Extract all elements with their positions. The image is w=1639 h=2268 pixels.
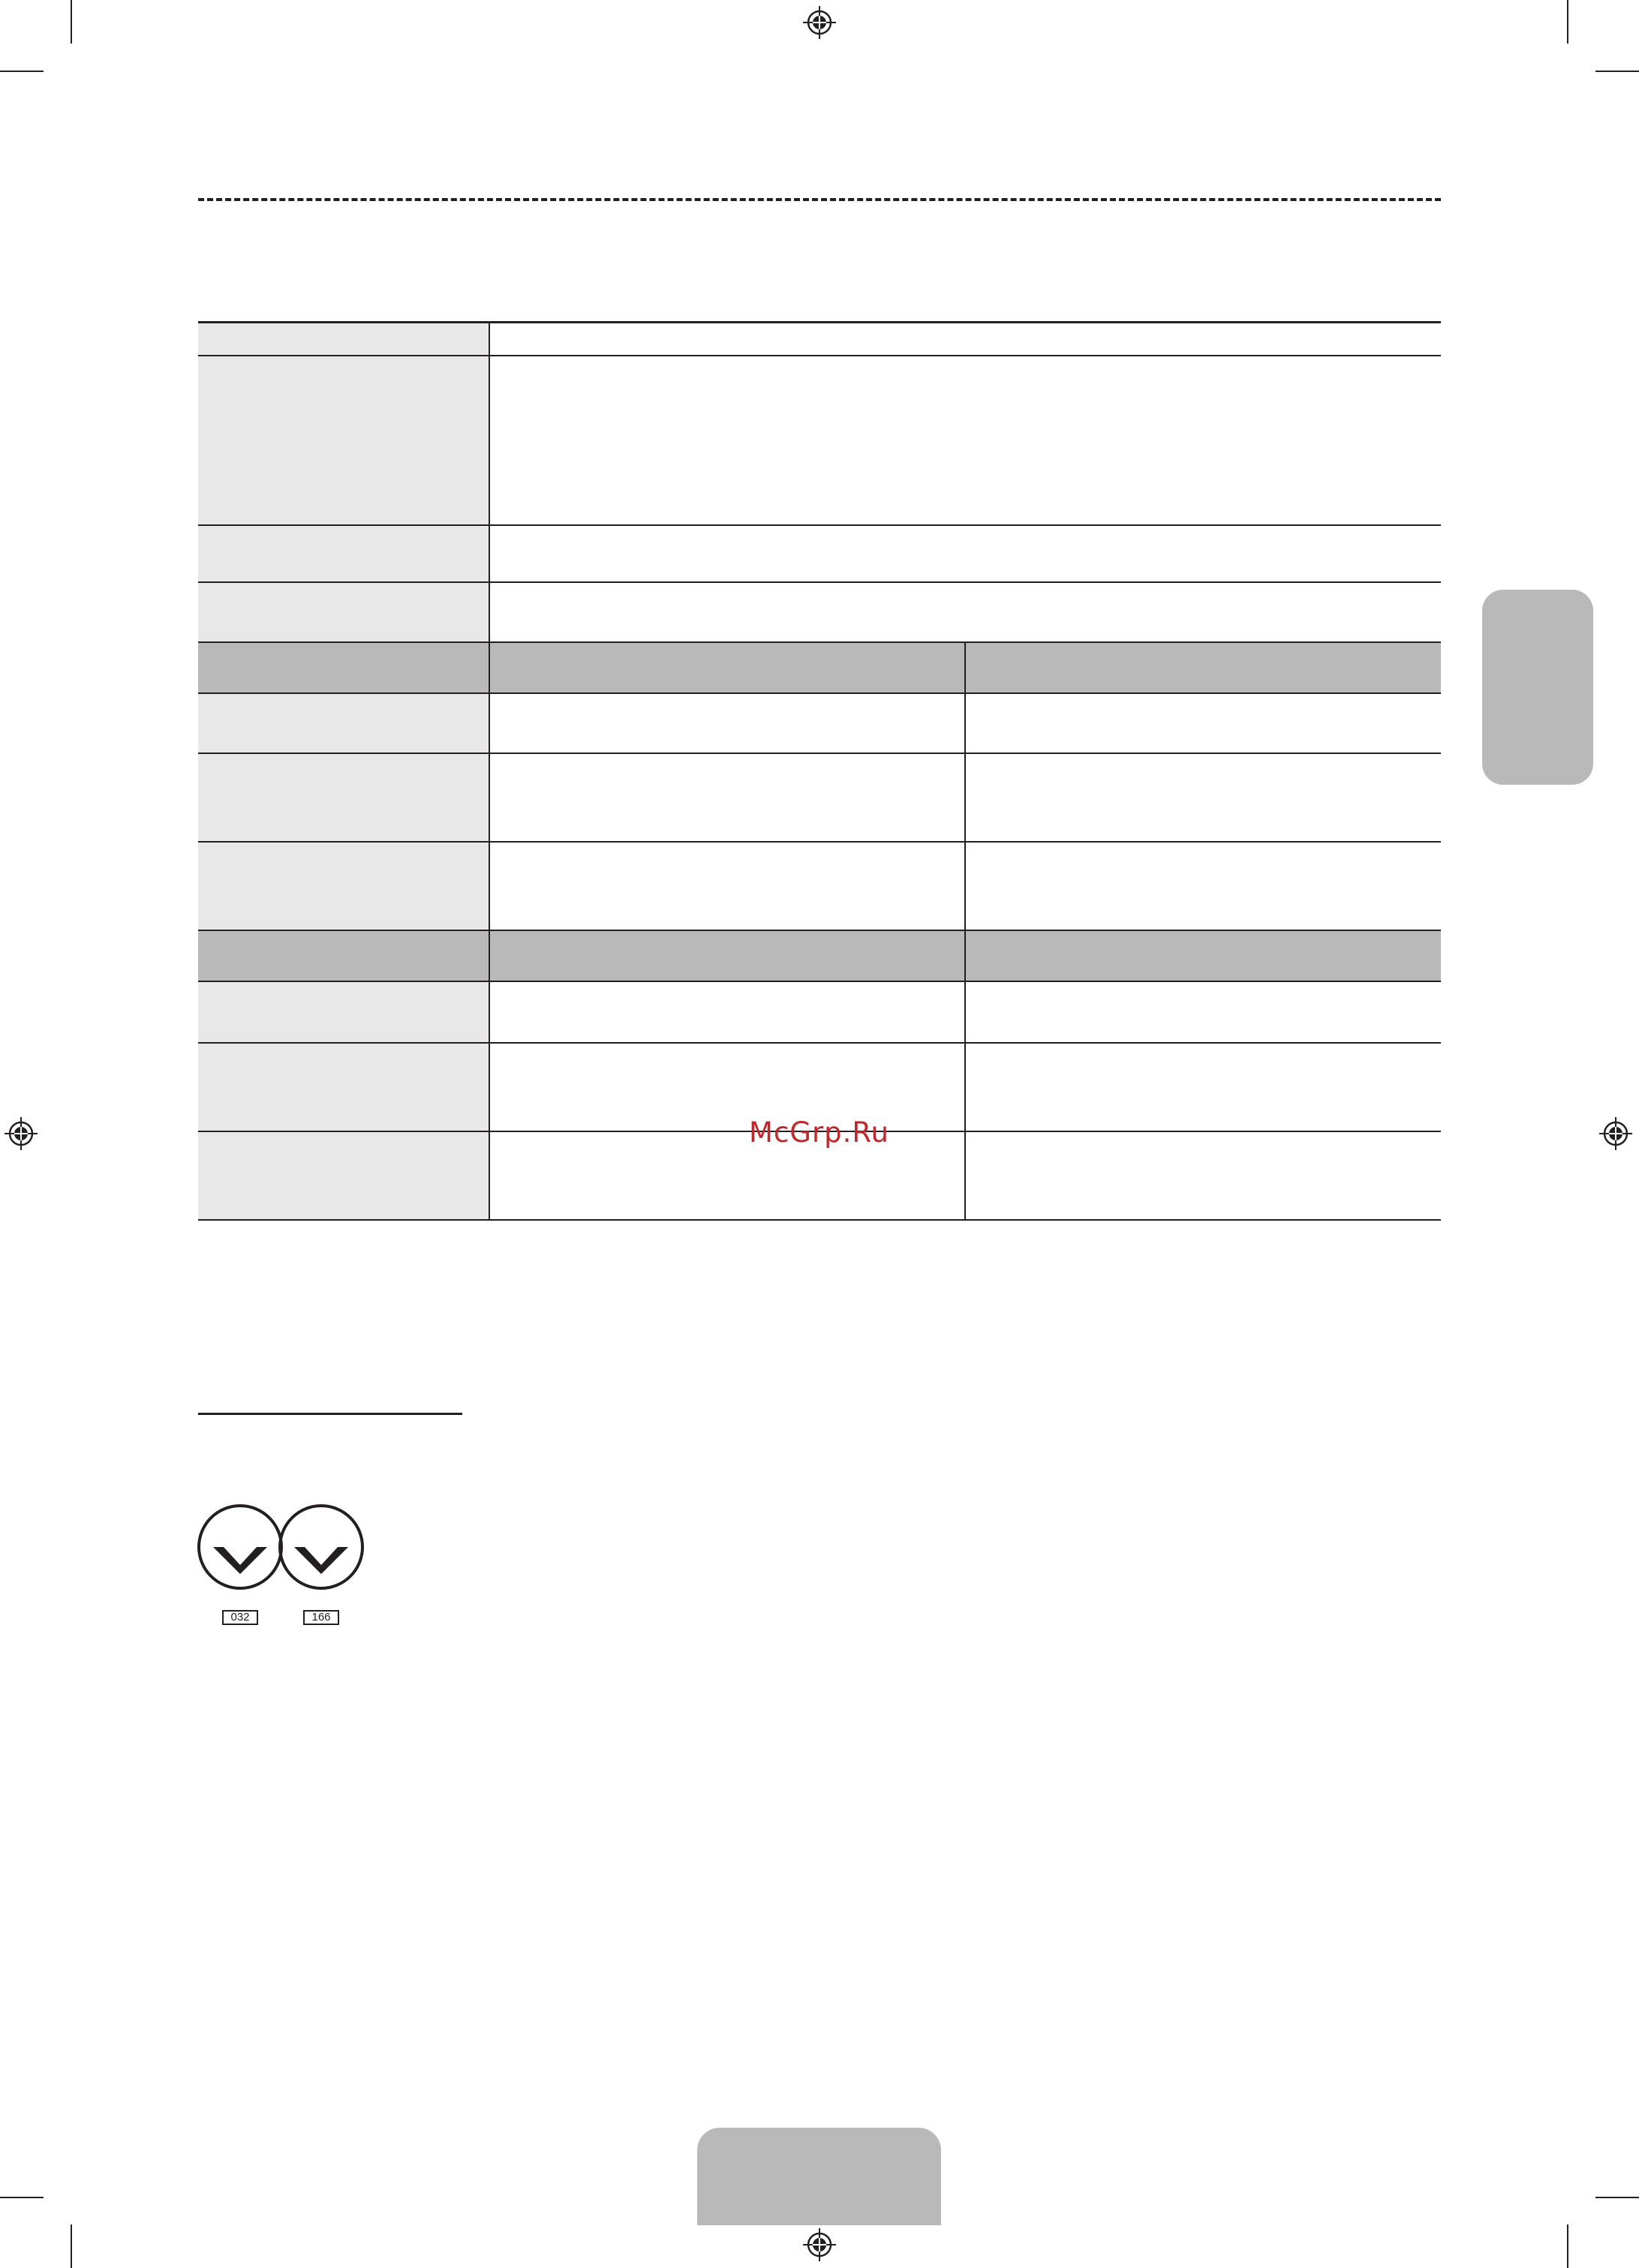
table-value-cell <box>489 323 1441 356</box>
crop-mark-bottom-right-horizontal <box>1595 2197 1639 2198</box>
table-value-cell <box>489 582 1441 642</box>
table-value-cell <box>489 356 1441 525</box>
table-value-cell <box>489 981 965 1043</box>
watermark-text: McGrp.Ru <box>749 1116 889 1149</box>
crop-mark-top-left-vertical <box>71 0 72 44</box>
ukrsepro-quality-mark-icon <box>197 1503 284 1591</box>
table-value-cell <box>489 525 1441 582</box>
table-value-cell <box>965 842 1441 930</box>
table-label-cell <box>198 525 489 582</box>
table-label-cell <box>198 582 489 642</box>
certification-mark <box>197 1503 284 1624</box>
table-value-cell <box>489 753 965 842</box>
table-row <box>198 356 1441 525</box>
table-row <box>198 753 1441 842</box>
table-label-cell <box>198 356 489 525</box>
table-label-cell <box>198 981 489 1043</box>
table-label-cell <box>198 842 489 930</box>
certification-code: 166 <box>303 1610 339 1625</box>
crop-mark-bottom-left-vertical <box>71 2224 72 2268</box>
crop-mark-top-left-horizontal <box>0 71 44 72</box>
table-label-cell <box>198 323 489 356</box>
table-header-cell <box>198 642 489 693</box>
table-row <box>198 323 1441 356</box>
crop-mark-top-right-vertical <box>1567 0 1568 44</box>
table-row <box>198 582 1441 642</box>
table-value-cell <box>489 693 965 753</box>
table-header-cell <box>489 930 965 981</box>
language-side-tab <box>1482 590 1593 785</box>
registration-mark-icon <box>5 1117 38 1150</box>
crop-mark-bottom-left-horizontal <box>0 2197 44 2198</box>
table-label-cell <box>198 1131 489 1220</box>
table-row <box>198 981 1441 1043</box>
table-label-cell <box>198 693 489 753</box>
crop-mark-top-right-horizontal <box>1595 71 1639 72</box>
table-header-cell <box>198 930 489 981</box>
certification-mark <box>278 1503 365 1624</box>
ukrsepro-quality-mark-icon <box>278 1503 365 1591</box>
table-row <box>198 525 1441 582</box>
table-value-cell <box>489 842 965 930</box>
certification-code: 032 <box>222 1610 258 1625</box>
table-row <box>198 693 1441 753</box>
registration-mark-icon <box>803 6 836 39</box>
footnote-rule <box>198 1413 462 1415</box>
table-header-cell <box>489 642 965 693</box>
table-row <box>198 842 1441 930</box>
table-value-cell <box>965 753 1441 842</box>
crop-mark-bottom-right-vertical <box>1567 2224 1568 2268</box>
table-value-cell <box>965 693 1441 753</box>
registration-mark-icon <box>803 2228 836 2261</box>
table-header-row <box>198 642 1441 693</box>
section-dashed-rule <box>198 198 1441 201</box>
table-value-cell <box>965 1131 1441 1220</box>
table-value-cell <box>965 1043 1441 1131</box>
page-number-tab <box>697 2128 941 2225</box>
table-header-cell <box>965 642 1441 693</box>
table-header-row <box>198 930 1441 981</box>
specifications-table <box>198 321 1441 1221</box>
table-label-cell <box>198 753 489 842</box>
table-label-cell <box>198 1043 489 1131</box>
table-header-cell <box>965 930 1441 981</box>
table-value-cell <box>965 981 1441 1043</box>
registration-mark-icon <box>1599 1117 1632 1150</box>
